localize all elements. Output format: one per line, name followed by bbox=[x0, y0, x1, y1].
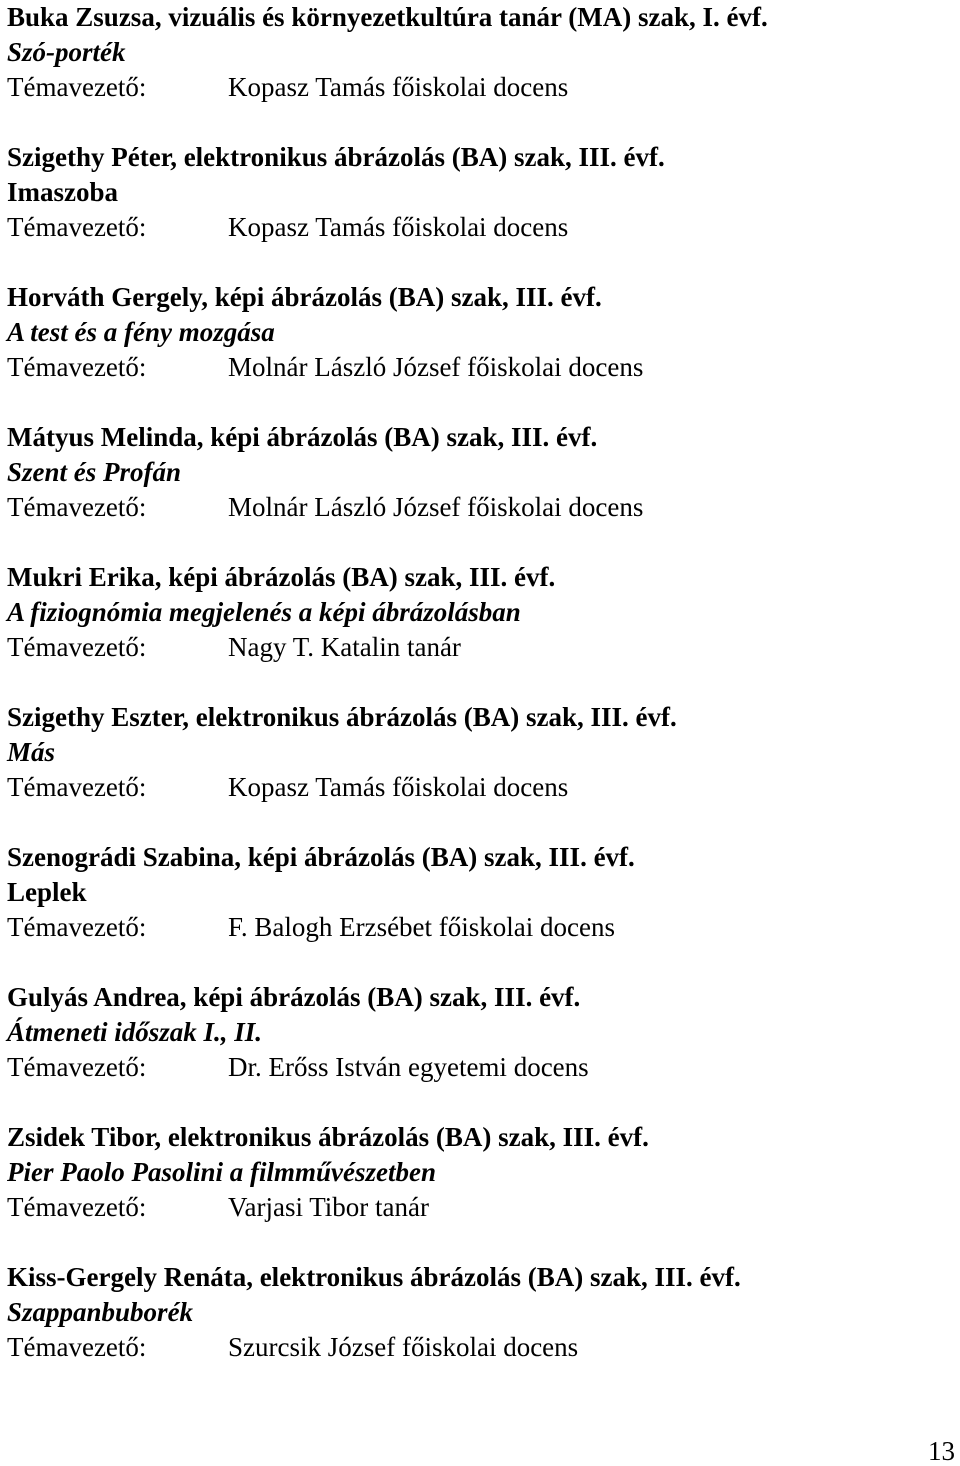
thesis-entry bbox=[7, 560, 947, 665]
supervisor-name: Varjasi Tibor tanár bbox=[228, 1192, 429, 1222]
thesis-title: Szent és Profán bbox=[7, 457, 182, 487]
thesis-entry bbox=[7, 980, 947, 1085]
thesis-title: A test és a fény mozgása bbox=[7, 317, 275, 347]
student-line: Szenográdi Szabina, képi ábrázolás (BA) szak, III. évf. bbox=[7, 842, 635, 872]
supervisor-label: Témavezető: bbox=[7, 772, 147, 802]
supervisor-name: Molnár László József főiskolai docens bbox=[228, 492, 644, 522]
thesis-entry bbox=[7, 700, 947, 805]
supervisor-line bbox=[7, 770, 947, 805]
supervisor-line bbox=[7, 1050, 947, 1085]
thesis-title: Leplek bbox=[7, 877, 87, 907]
thesis-entry bbox=[7, 140, 947, 245]
supervisor-name: Dr. Erőss István egyetemi docens bbox=[228, 1052, 589, 1082]
thesis-entry bbox=[7, 420, 947, 525]
thesis-title: Szó-porték bbox=[7, 37, 126, 67]
thesis-entry bbox=[7, 1120, 947, 1225]
supervisor-name: Kopasz Tamás főiskolai docens bbox=[228, 212, 569, 242]
student-line: Horváth Gergely, képi ábrázolás (BA) szak, III. évf. bbox=[7, 282, 602, 312]
supervisor-label: Témavezető: bbox=[7, 72, 147, 102]
student-line: Kiss-Gergely Renáta, elektronikus ábrázolás (BA) szak, III. évf. bbox=[7, 1262, 741, 1292]
student-line: Gulyás Andrea, képi ábrázolás (BA) szak, III. évf. bbox=[7, 982, 581, 1012]
supervisor-name: Kopasz Tamás főiskolai docens bbox=[228, 772, 569, 802]
thesis-title: A fiziognómia megjelenés a képi ábrázolásban bbox=[7, 597, 521, 627]
supervisor-name: Molnár László József főiskolai docens bbox=[228, 352, 644, 382]
document-page bbox=[7, 0, 947, 1400]
thesis-entry bbox=[7, 1260, 947, 1365]
student-line: Mátyus Melinda, képi ábrázolás (BA) szak, III. évf. bbox=[7, 422, 598, 452]
supervisor-name: Szurcsik József főiskolai docens bbox=[228, 1332, 579, 1362]
page-number: 13 bbox=[928, 1436, 955, 1466]
supervisor-label: Témavezető: bbox=[7, 912, 147, 942]
supervisor-line bbox=[7, 350, 947, 385]
supervisor-label: Témavezető: bbox=[7, 1332, 147, 1362]
supervisor-line bbox=[7, 910, 947, 945]
supervisor-label: Témavezető: bbox=[7, 632, 147, 662]
supervisor-line bbox=[7, 1330, 947, 1365]
thesis-entry bbox=[7, 280, 947, 385]
supervisor-label: Témavezető: bbox=[7, 352, 147, 382]
supervisor-label: Témavezető: bbox=[7, 212, 147, 242]
supervisor-name: Kopasz Tamás főiskolai docens bbox=[228, 72, 569, 102]
student-line: Szigethy Eszter, elektronikus ábrázolás (BA) szak, III. évf. bbox=[7, 702, 677, 732]
supervisor-line bbox=[7, 490, 947, 525]
thesis-entry bbox=[7, 840, 947, 945]
supervisor-label: Témavezető: bbox=[7, 1052, 147, 1082]
supervisor-line bbox=[7, 70, 947, 105]
thesis-entry bbox=[7, 0, 947, 105]
student-line: Buka Zsuzsa, vizuális és környezetkultúra tanár (MA) szak, I. évf. bbox=[7, 2, 768, 32]
supervisor-label: Témavezető: bbox=[7, 492, 147, 522]
thesis-title: Más bbox=[7, 737, 56, 767]
supervisor-name: F. Balogh Erzsébet főiskolai docens bbox=[228, 912, 616, 942]
student-line: Szigethy Péter, elektronikus ábrázolás (BA) szak, III. évf. bbox=[7, 142, 665, 172]
supervisor-name: Nagy T. Katalin tanár bbox=[228, 632, 461, 662]
thesis-title: Szappanbuborék bbox=[7, 1297, 194, 1327]
thesis-title: Imaszoba bbox=[7, 177, 119, 207]
thesis-title: Átmeneti időszak I., II. bbox=[7, 1017, 263, 1047]
supervisor-line bbox=[7, 630, 947, 665]
thesis-title: Pier Paolo Pasolini a filmművészetben bbox=[7, 1157, 436, 1187]
supervisor-line bbox=[7, 1190, 947, 1225]
student-line: Mukri Erika, képi ábrázolás (BA) szak, III. évf. bbox=[7, 562, 556, 592]
supervisor-line bbox=[7, 210, 947, 245]
student-line: Zsidek Tibor, elektronikus ábrázolás (BA) szak, III. évf. bbox=[7, 1122, 649, 1152]
supervisor-label: Témavezető: bbox=[7, 1192, 147, 1222]
